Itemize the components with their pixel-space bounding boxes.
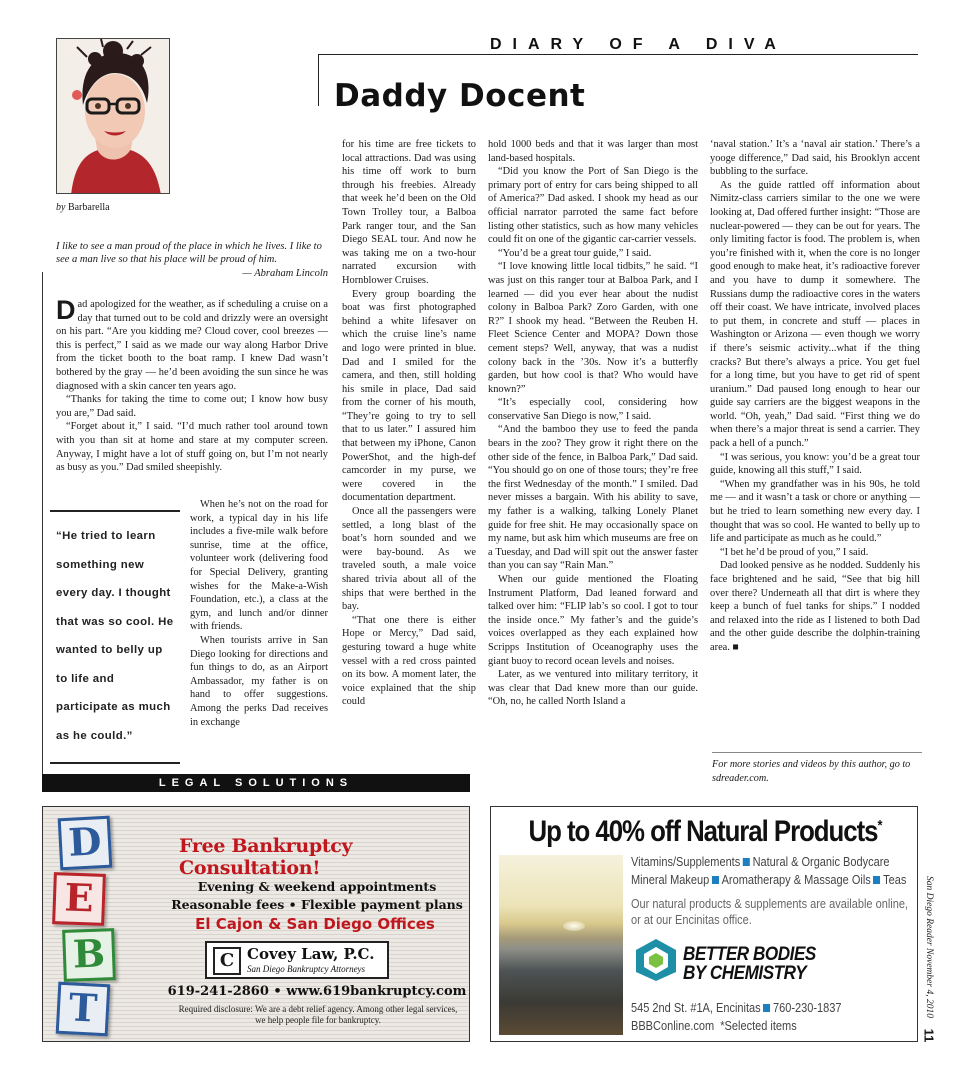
paragraph-text: ad apologized for the weather, as if scheduling a cruise on a day that turned out to be cold and drizzly were an oversight on his part. “Are you kidding me? Cloud cover, cool breezes — this is perfect,” I said as we made our way along Harbor Drive from the ticket booth to the boat ramp. I knew Dad wasn’t bothered by the gray — he’d been avoiding the sun since he was diagnosed with a skin cancer ten years ago. <box>56 299 328 392</box>
bullet-square-icon <box>743 858 750 866</box>
article-paragraph: Later, as we ventured into military territory, it was clear that Dad knew more than our guide. “Oh, no, he called North Island a <box>488 669 698 708</box>
article-paragraph: Once all the passengers were settled, a long blast of the boat’s horn sounded and we were bay-bound. As we traveled south, a male voice shared trivia about all of the ships that were berthed in the bay. <box>342 506 476 613</box>
product-line-2 <box>631 873 906 887</box>
drop-cap: D <box>56 295 76 325</box>
block-b: B <box>62 928 116 982</box>
more-stories-note[interactable]: For more stories and videos by this author, go to sdreader.com. <box>712 752 922 785</box>
author-photo <box>57 39 170 194</box>
headline-text: Up to 40% off Natural Products <box>528 815 878 848</box>
ad-contact[interactable]: 619-241-2860 • www.619bankruptcy.com <box>167 984 467 999</box>
sun-glow <box>563 921 585 931</box>
article-column-4 <box>710 138 920 655</box>
brand-line-2: BY CHEMISTRY <box>683 963 807 984</box>
article-paragraph: “When my grandfather was in his 90s, he told me — and it wasn’t a task or chore or anything — but he tried to learn something new every day. I thought that was so cool. He wanted to belly up to life and participate as much as he could.” <box>710 478 920 545</box>
article-column-1-narrow <box>190 498 328 729</box>
article-paragraph: Dad looked pensive as he nodded. Suddenly his face brightened and he said, “See that big hill over there? Underneath all that dirt is where they keep a bunch of fuel tanks for ships.” I nodded and relaxed into the ride as I listened to both Dad and the other guide describe the dolphin-training area. ■ <box>710 560 920 653</box>
legal-solutions-bar: LEGAL SOLUTIONS <box>42 774 470 792</box>
bankruptcy-ad[interactable] <box>42 806 470 1042</box>
ad-offices: El Cajon & San Diego Offices <box>195 915 435 933</box>
article-paragraph: “You’d be a great tour guide,” I said. <box>498 247 652 259</box>
article-paragraph: for his time are free tickets to local attractions. Dad was using his time off work to burn through his freebies. Already that week he’d been on the Old Town Trolley tour, a Balboa Park ranger tour, and the San Diego SEAL tour. And now he was taking me on a two-hour narrated excursion with Hornblower Cruises. <box>342 139 476 286</box>
section-heading: DIARY OF A DIVA <box>490 36 787 53</box>
article-paragraph: When tourists arrive in San Diego looking for directions and fun things to do, as an Airport Ambassador, my father is on hand to offer suggestions. Among the perks Dad receives in exchange <box>190 634 328 728</box>
availability-line-2: or at our Encinitas office. <box>631 913 752 927</box>
address-line <box>631 1001 841 1015</box>
brand-name <box>683 945 816 983</box>
pull-quote <box>50 510 180 764</box>
article-paragraph: “And the bamboo they use to feed the panda bears in the zoo? They grow it right there on the other side of the fence, in Balboa Park,” Dad said. “You should go on one of those tours; they’re free the first Wednesday of the month.” I smiled. Dad never misses a bargain. With his ability to save, my father is a walking, talking Lonely Planet guide for free shit. He may occasionally space on my name, but ask him which museums are free on a Tuesday, and Dad will spit out the answer faster than you can say “Rain Man.” <box>488 424 698 572</box>
ad-headline: Free Bankruptcy Consultation! <box>179 835 353 879</box>
ad-fees: Reasonable fees • Flexible payment plans <box>171 897 463 912</box>
author-byline <box>56 202 110 213</box>
store-address: 545 2nd St. #1A, Encinitas <box>631 1001 761 1015</box>
epigraph: I like to see a man proud of the place in which he lives. I like to see a man live so that his place will be proud of him. <box>56 241 322 265</box>
brand-line-1: BETTER BODIES <box>683 944 816 965</box>
bullet-square-icon <box>873 876 880 884</box>
product-makeup: Mineral Makeup <box>631 873 710 887</box>
ad-headline <box>521 815 889 849</box>
sunset-photo <box>499 855 623 1035</box>
article-column-3 <box>488 138 698 709</box>
product-bodycare: Natural & Organic Bodycare <box>752 855 890 869</box>
byline-prefix: by <box>56 202 66 213</box>
article-paragraph: When he’s not on the road for work, a typical day in his life includes a five-mile walk before sunrise, time at the office, volunteer work (delivering food for Special Delivery, granting wishes for the Make-a-Wish Foundation, etc.), a class at the gym, and lunch and/or dinner with friends. <box>190 499 328 633</box>
article-paragraph: “I was serious, you know: you’d be a great tour guide, knowing all this stuff,” I said. <box>710 451 920 477</box>
firm-subtitle: San Diego Bankruptcy Attorneys <box>247 964 366 974</box>
article-column-1 <box>56 295 328 475</box>
ad-disclosure: Required disclosure: We are a debt relief agency. Among other legal services, we help people file for bankruptcy. <box>178 1004 458 1025</box>
firm-name: Covey Law, P.C. <box>247 945 375 963</box>
block-e: E <box>52 872 106 926</box>
page-frame-rule <box>42 272 43 778</box>
author-name: Barbarella <box>67 202 110 213</box>
page-number: 11 <box>921 1028 937 1043</box>
covey-law-logo <box>205 941 389 979</box>
article-paragraph: “Did you know the Port of San Diego is the primary port of entry for cars being shipped to all of America?” Dad asked. I shook my head as our official narrator parroted the same fact before listing other statistics, such as how many vehicles could fit on one of the gigantic car-carrier vessels. <box>488 166 698 246</box>
author-portrait <box>56 38 170 194</box>
article-paragraph: When our guide mentioned the Floating Instrument Platform, Dad leaned forward and talked over him: “FLIP lab’s so cool. I got to tour the inside once.” My father’s and the guide’s voices overlapped as they each explained how Scripps Institution of Oceanography uses the giant buoy to record ocean levels and noises. <box>488 574 698 667</box>
headline-mark: * <box>877 817 882 834</box>
bullet-square-icon <box>763 1004 770 1012</box>
article-paragraph: ‘naval station.’ It’s a ‘naval air station.’ There’s a yooge difference,” Dad said, his Brooklyn accent bubbling to the surface. <box>710 139 920 178</box>
store-phone[interactable]: 760-230-1837 <box>772 1001 842 1015</box>
block-t: T <box>56 982 111 1037</box>
block-d: D <box>58 816 113 871</box>
better-bodies-logo-icon <box>633 937 679 983</box>
product-aromatherapy: Aromatherapy & Massage Oils <box>721 873 871 887</box>
publication-info: San Diego Reader November 4, 2010 <box>924 876 934 1018</box>
bullet-square-icon <box>712 876 719 884</box>
store-website[interactable]: BBBConline.com <box>631 1019 715 1033</box>
ad-hours: Evening & weekend appointments <box>197 879 437 894</box>
article-paragraph: “I love knowing little local tidbits,” he said. “I was just on this ranger tour at Balboa Park, and I learned — did you ever hear about the nudist colony in Balboa Park? Zoro Garden, with one R?” I shook my head. “Between the Reuben H. Fleet Science Center and MOPA? Down those cement steps? Well, anyway, that was a nudist colony back in the ’30s. Now it’s a butterfly garden, but how cool is that? Who would have known?” <box>488 261 698 395</box>
article-paragraph: “That one there is either Hope or Mercy,” Dad said, gesturing toward a huge white vessel with a red cross painted on its bow. A moment later, the voice explained that the ship could <box>342 614 476 708</box>
article-paragraph: “Thanks for taking the time to come out; I know how busy you are,” Dad said. <box>56 394 328 419</box>
article-paragraph: hold 1000 beds and that it was larger than most land-based hospitals. <box>488 139 698 164</box>
header-rule-vertical <box>318 54 319 106</box>
product-vitamins: Vitamins/Supplements <box>631 855 741 869</box>
article-paragraph: “It’s especially cool, considering how conservative San Diego is now,” I said. <box>488 397 698 422</box>
article-paragraph: Every group boarding the boat was first photographed behind a white lifesaver on which the cruise line’s name and logo were printed in blue. Dad and I smiled for the camera, and then, still holding his smile in place, Dad said from the corner of his mouth, “They’re going to try to sell that to us later.” I assured him that between my iPhone, Canon PowerShot, and the high-def camcorder in my purse, we were covered in the documentation department. <box>342 288 476 504</box>
selected-items-note: *Selected items <box>720 1019 797 1033</box>
natural-products-ad[interactable] <box>490 806 918 1042</box>
article-paragraph: “I bet he’d be proud of you,” I said. <box>720 546 869 558</box>
header-rule <box>318 54 918 55</box>
availability-line-1: Our natural products & supplements are available online, <box>631 897 908 911</box>
epigraph-attribution: — Abraham Lincoln <box>242 268 328 279</box>
article-paragraph <box>56 295 328 393</box>
firm-logo-icon: C <box>213 947 241 975</box>
article-paragraph: As the guide rattled off information about Nimitz-class carriers similar to the one we were looking at, Dad offered further insight: “Those are nuclear-powered — they can be out for years. The only limiting factor is food. The problem is, when you’re finished with it, when the core is no longer good enough to make heat, it’s radioactive forever and you have to dump it somewhere. The Russians dump the radioactive cores in the waters off their coast. We have intricate, involved places to put them, in concrete and stuff — places in Washington or Arizona — even though we worry if there’s seismic activity...what if the thing cracks? But there’s always a price. You get fuel for a long time, but you have to get rid of spent uranium.” Dad paused long enough to hear our guide say carriers are the biggest weapons in the world. “Oh, yeah,” Dad said. “First thing we do when there’s a major threat is send a carrier. They pack a hell of a punch.” <box>710 179 920 450</box>
article-column-2 <box>342 138 476 709</box>
product-line-1 <box>631 855 890 869</box>
web-line <box>631 1019 797 1033</box>
article-paragraph: “Forget about it,” I said. “I’d much rather tool around town with you than sit at home and stare at my computer screen. Anyway, I might have a lot of stuff going on, but I’m not nearly as busy as you.” Dad smiled sheepishly. <box>56 421 328 474</box>
article-title: Daddy Docent <box>334 78 586 114</box>
pull-quote-text: “He tried to learn something new every day. I thought that was so cool. He wanted to belly up to life and participate as much as he could.” <box>56 530 174 742</box>
product-teas: Teas <box>883 873 907 887</box>
